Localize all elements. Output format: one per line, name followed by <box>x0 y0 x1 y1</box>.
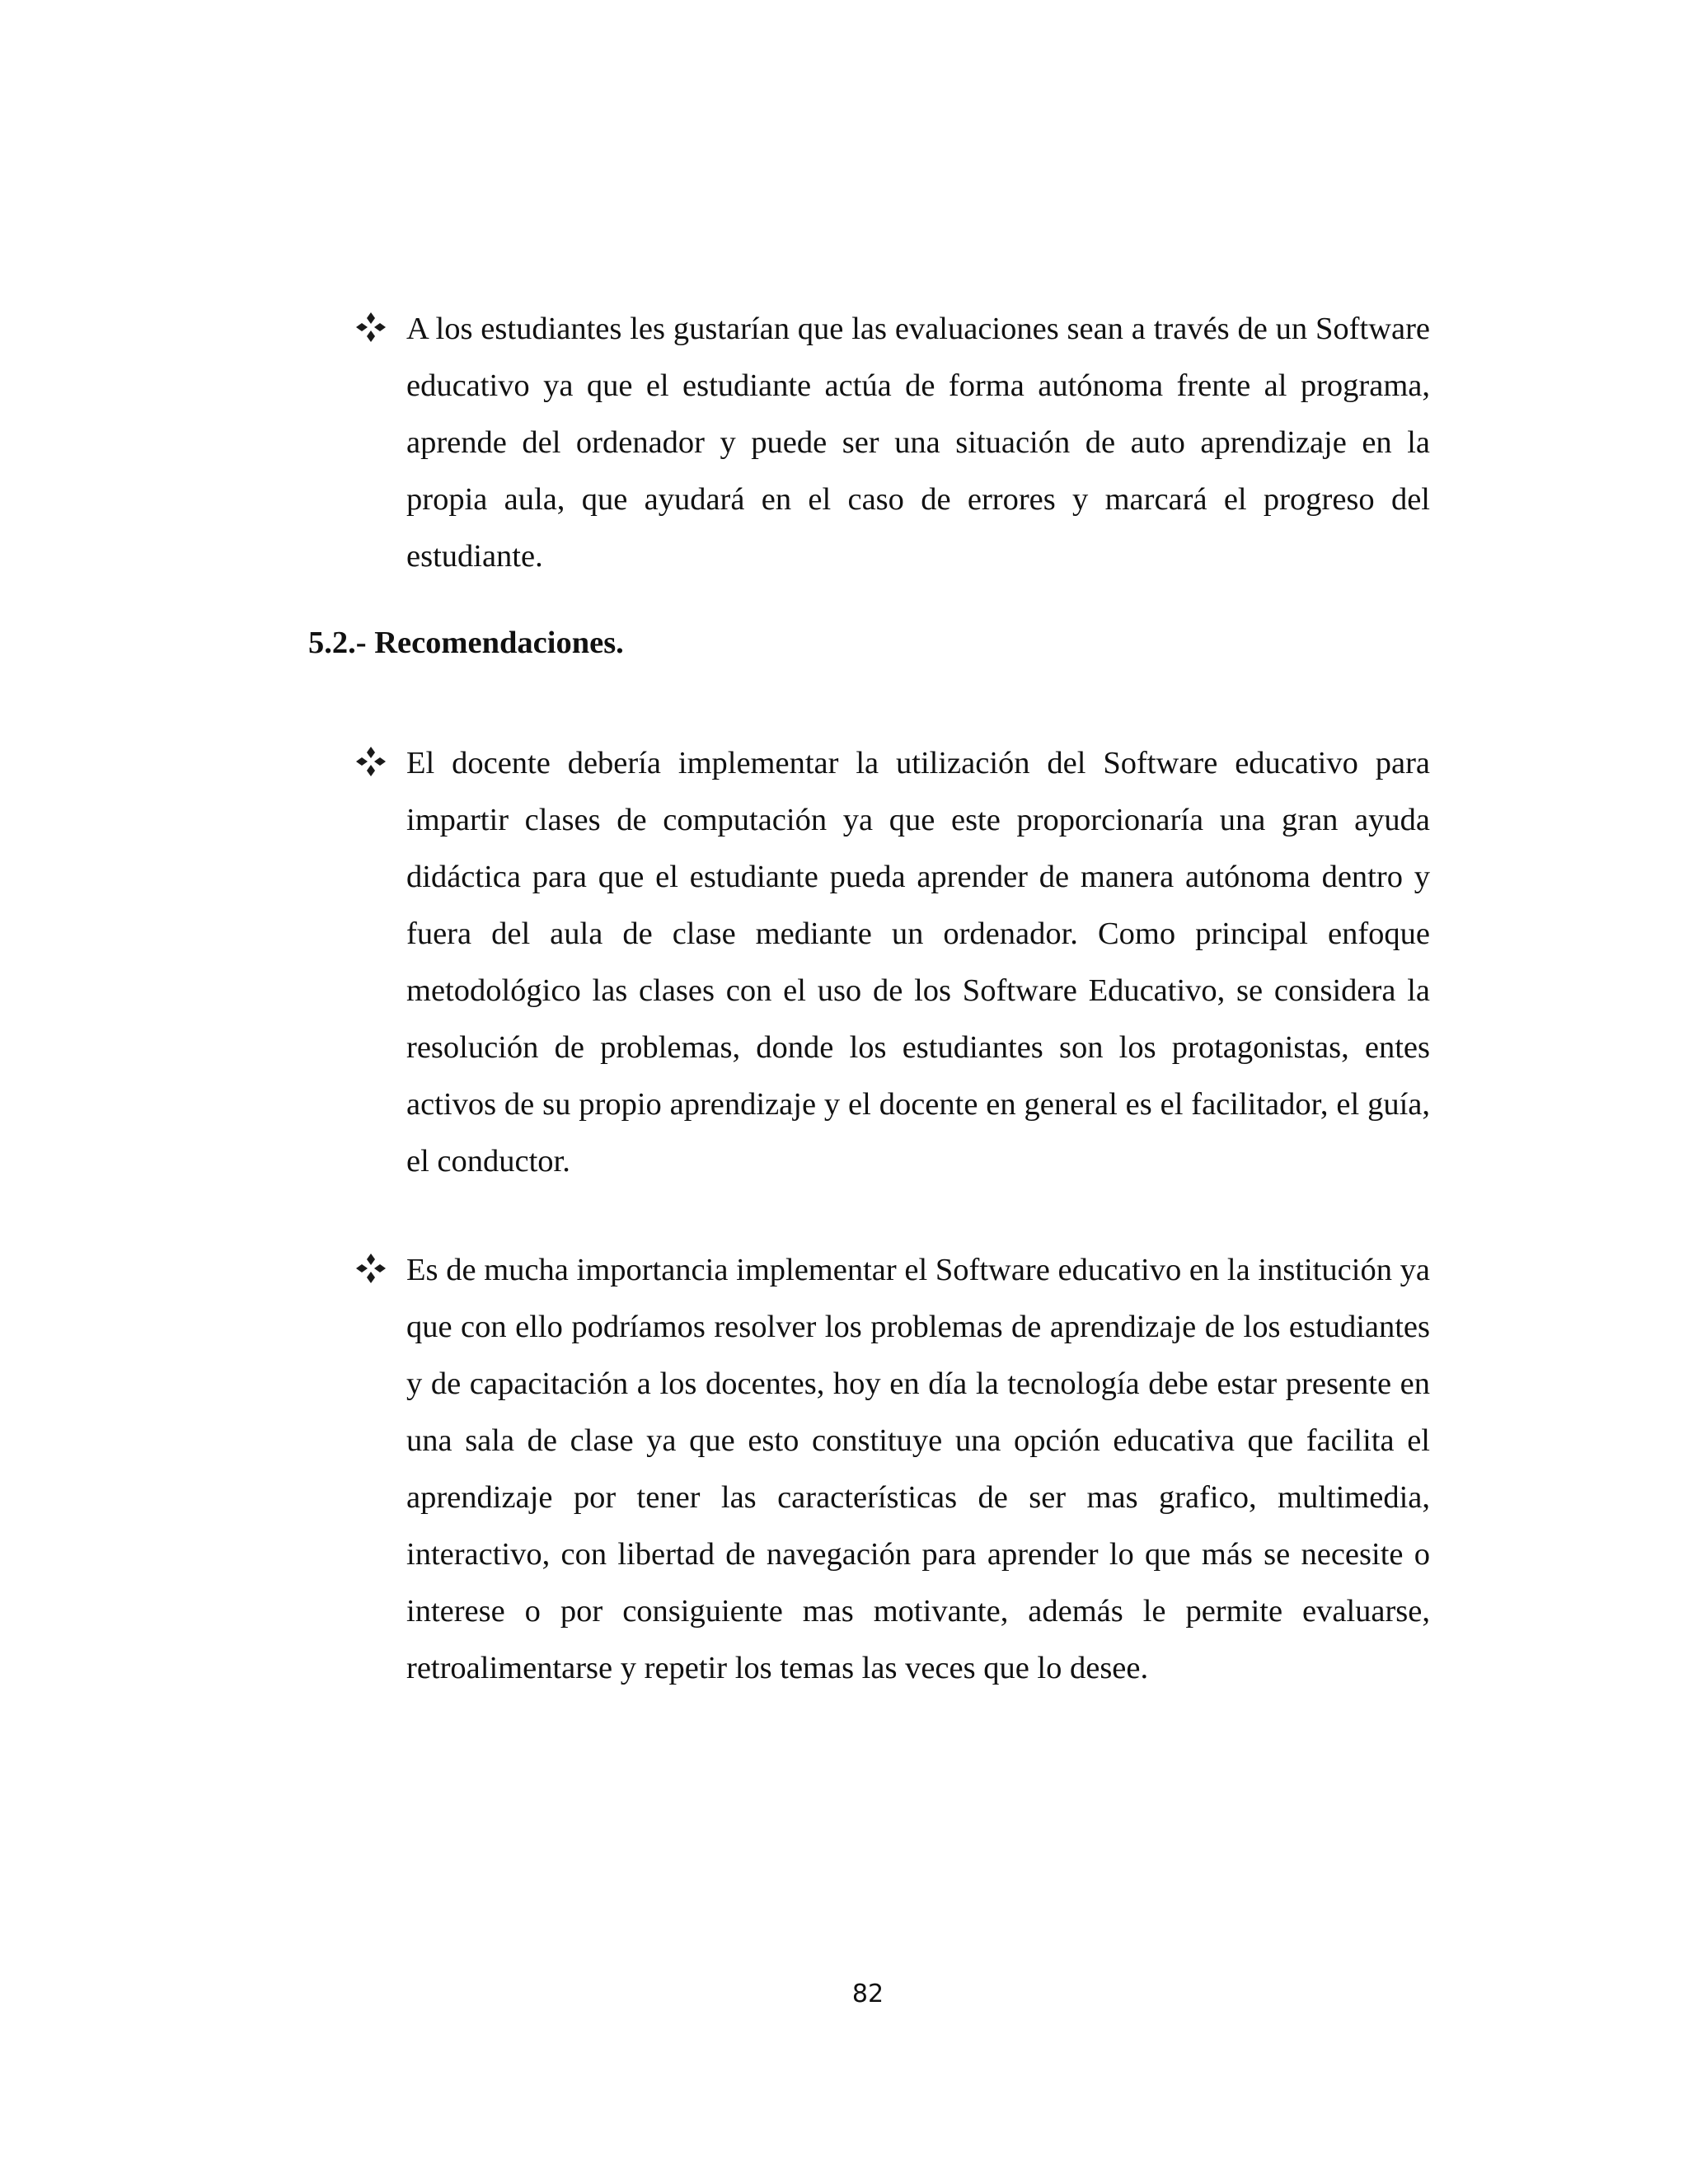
conclusion-bullet-item <box>354 301 1430 585</box>
bullet-text: Es de mucha importancia implementar el Software educativo en la institución ya que con ello podríamos resolver los problemas de aprendizaje de los estudiantes y de capacitación a los docentes, hoy en día la tecnología debe estar presente en una sala de clase ya que esto constituye una opción educativa que facilita el aprendizaje por tener las características de ser mas grafico, multimedia, interactivo, con libertad de navegación para aprender lo que más se necesite o interese o por consiguiente mas motivante, además le permite evaluarse, retroalimentarse y repetir los temas las veces que lo desee. <box>406 1253 1430 1685</box>
diamond-bullet-icon <box>354 745 387 778</box>
diamond-bullet-icon <box>354 1252 387 1285</box>
section-heading: 5.2.- Recomendaciones. <box>308 626 624 660</box>
recommendation-bullet-item <box>354 1242 1430 1697</box>
diamond-bullet-icon <box>354 311 387 344</box>
bullet-text: A los estudiantes les gustarían que las evaluaciones sean a través de un Software educativo ya que el estudiante actúa de forma autónoma frente al programa, aprende del ordenador y puede ser una situación de auto aprendizaje en la propia aula, que ayudará en el caso de errores y marcará el progreso del estudiante. <box>406 312 1430 574</box>
bullet-text: El docente debería implementar la utilización del Software educativo para impartir clases de computación ya que este proporcionaría una gran ayuda didáctica para que el estudiante pueda aprender de manera autónoma dentro y fuera del aula de clase mediante un ordenador. Como principal enfoque metodológico las clases con el uso de los Software Educativo, se considera la resolución de problemas, donde los estudiantes son los protagonistas, entes activos de su propio aprendizaje y el docente en general es el facilitador, el guía, el conductor. <box>406 746 1430 1179</box>
recommendation-bullet-item <box>354 735 1430 1190</box>
page-number: 82 <box>851 1980 884 2008</box>
